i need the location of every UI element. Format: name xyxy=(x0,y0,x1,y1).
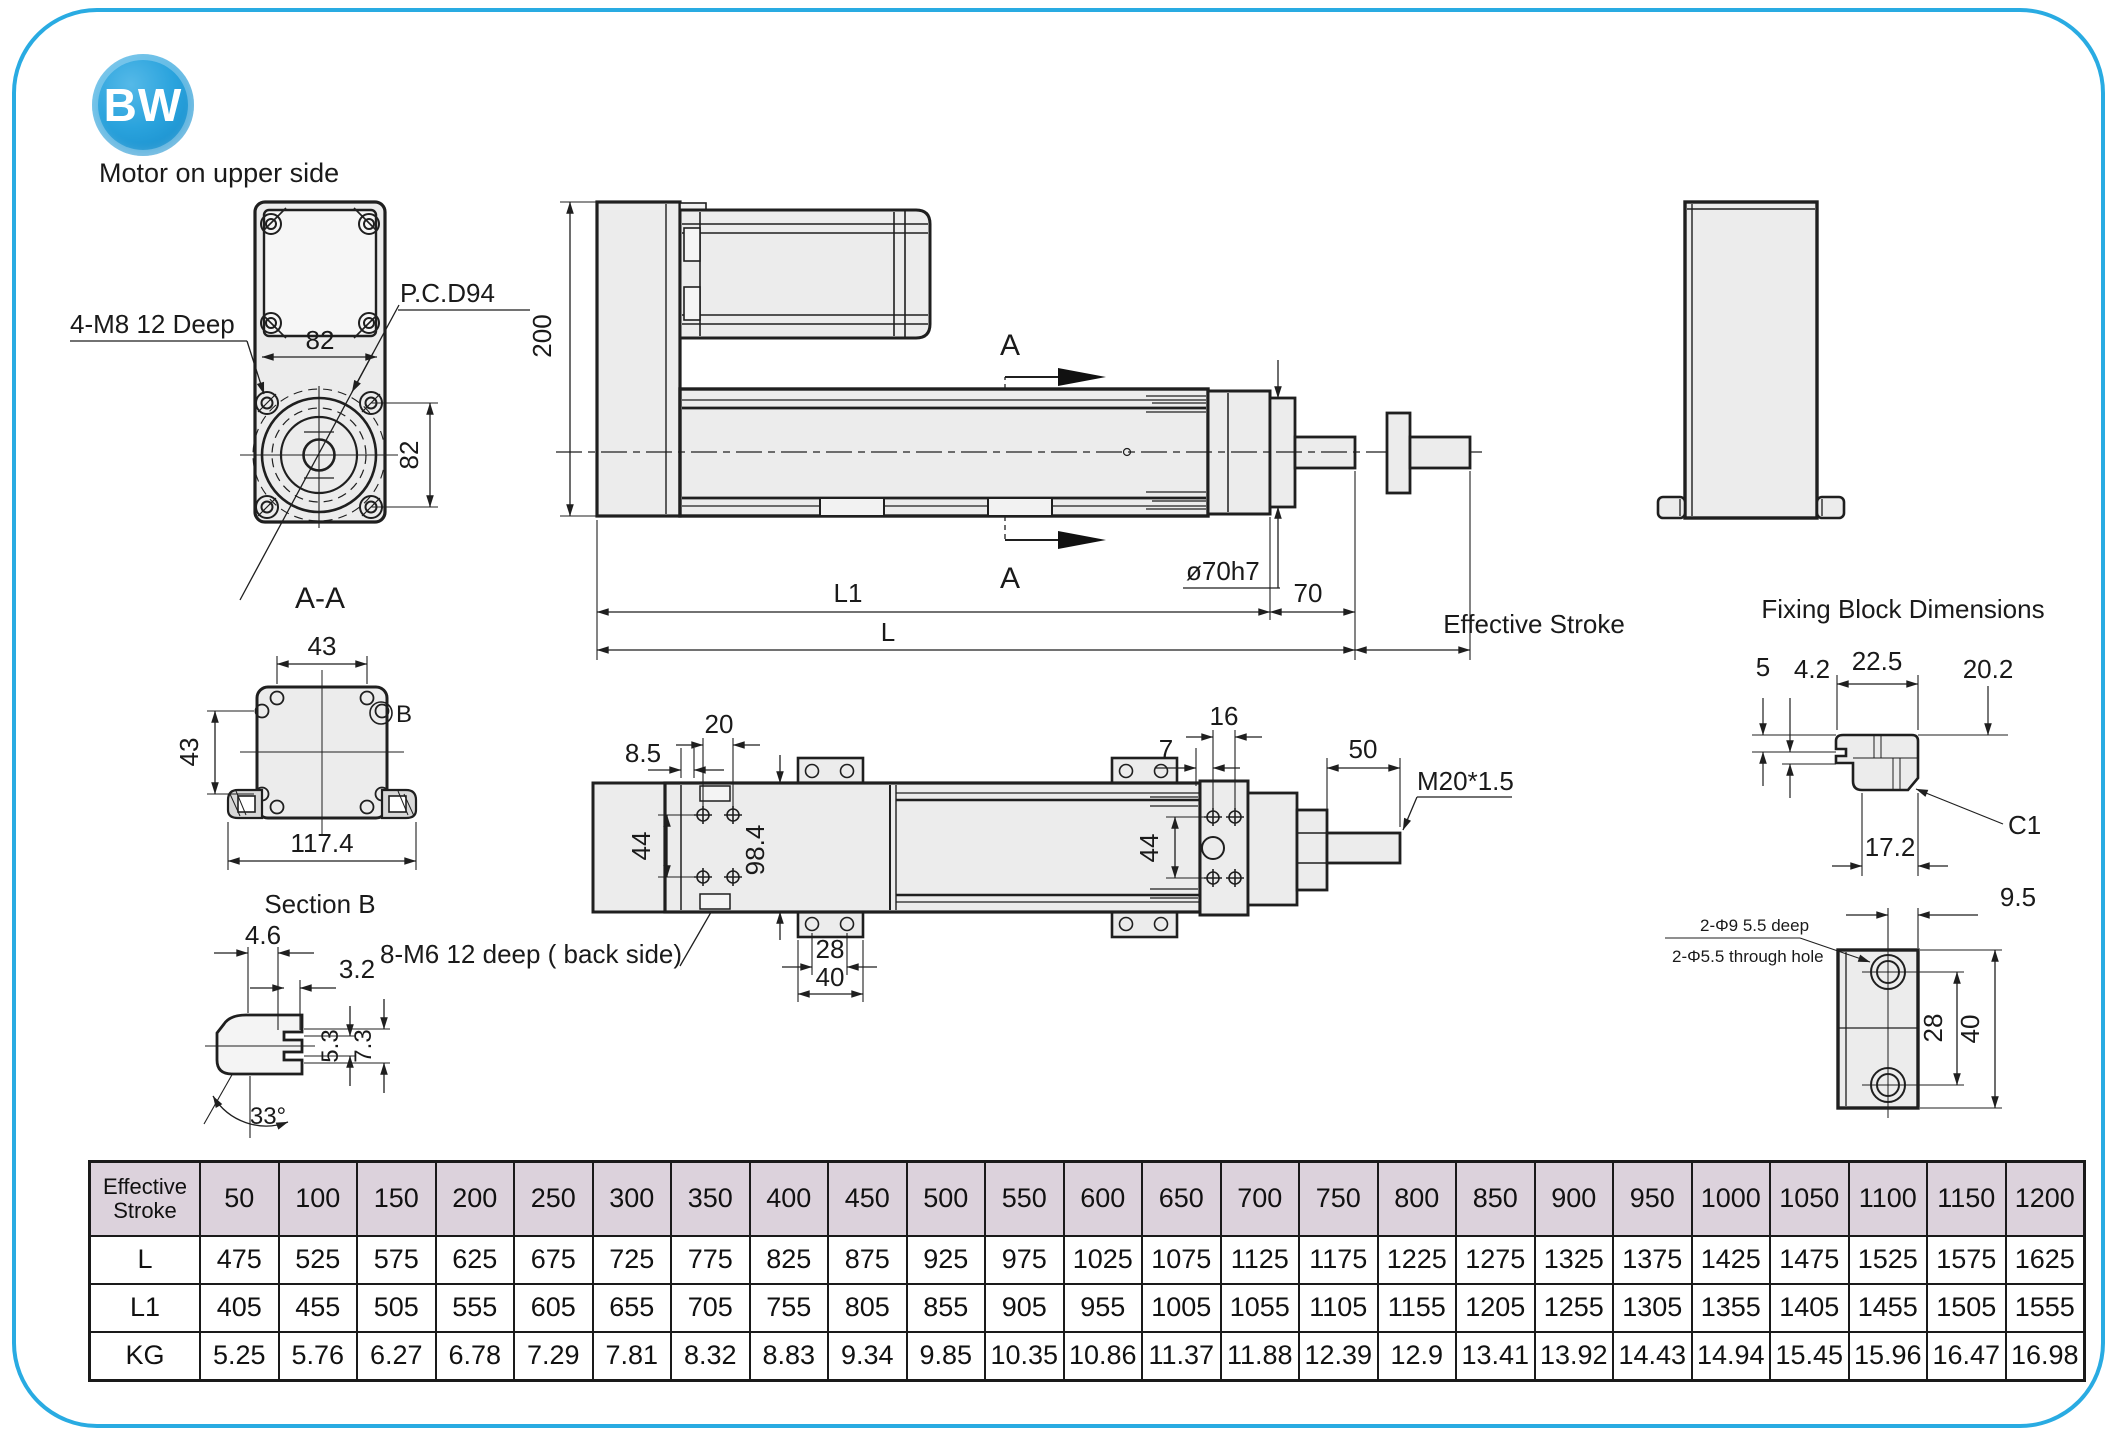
dim-82-width: 82 xyxy=(305,325,335,355)
table-cell: 675 xyxy=(514,1236,593,1284)
table-cell: 15.96 xyxy=(1849,1332,1928,1381)
table-cell: 16.47 xyxy=(1927,1332,2006,1381)
dim-l1: L1 xyxy=(833,578,863,608)
table-cell: 1405 xyxy=(1770,1284,1849,1332)
dim-16: 16 xyxy=(1209,701,1239,731)
brand-logo-text: BW xyxy=(103,79,183,131)
table-cell: 1100 xyxy=(1849,1162,1928,1236)
table-cell: 1200 xyxy=(2006,1162,2085,1236)
dim-202: 20.2 xyxy=(1962,654,2014,684)
table-cell: 1175 xyxy=(1299,1236,1378,1284)
table-cell: 625 xyxy=(436,1236,515,1284)
table-cell: 12.39 xyxy=(1299,1332,1378,1381)
table-cell: 725 xyxy=(593,1236,672,1284)
table-cell: 975 xyxy=(985,1236,1064,1284)
table-cell: 600 xyxy=(1064,1162,1143,1236)
dim-70: 70 xyxy=(1293,578,1323,608)
table-cell: 250 xyxy=(514,1162,593,1236)
dim-46: 4.6 xyxy=(244,920,282,950)
dim-42: 4.2 xyxy=(1793,654,1831,684)
table-cell: 475 xyxy=(200,1236,279,1284)
table-cell: 8.32 xyxy=(671,1332,750,1381)
table-cell: 1000 xyxy=(1692,1162,1771,1236)
label-m20: M20*1.5 xyxy=(1417,766,1514,796)
label-8m6: 8-M6 12 deep ( back side) xyxy=(380,939,683,969)
table-cell: 1150 xyxy=(1927,1162,2006,1236)
table-cell: 650 xyxy=(1142,1162,1221,1236)
table-cell: 5.76 xyxy=(279,1332,358,1381)
section-b-title: Section B xyxy=(264,889,376,919)
table-cell: 11.37 xyxy=(1142,1332,1221,1381)
table-cell: 855 xyxy=(907,1284,986,1332)
dim-7: 7 xyxy=(1158,734,1174,764)
table-cell: 1475 xyxy=(1770,1236,1849,1284)
table-cell: 775 xyxy=(671,1236,750,1284)
table-cell: 1325 xyxy=(1535,1236,1614,1284)
table-cell: 15.45 xyxy=(1770,1332,1849,1381)
table-cell: 705 xyxy=(671,1284,750,1332)
side-view xyxy=(556,202,1844,660)
dim-40-top-view: 40 xyxy=(815,962,845,992)
dim-984: 98.4 xyxy=(740,824,770,876)
label-b: B xyxy=(396,701,413,728)
table-row xyxy=(90,1236,2085,1284)
table-cell: 755 xyxy=(750,1284,829,1332)
dim-85: 8.5 xyxy=(624,738,662,768)
stroke-table xyxy=(88,1160,2086,1382)
table-cell: 11.88 xyxy=(1221,1332,1300,1381)
dim-44-right: 44 xyxy=(1134,833,1164,863)
dim-20: 20 xyxy=(704,709,734,739)
dim-95: 9.5 xyxy=(1999,882,2037,912)
table-cell: 13.92 xyxy=(1535,1332,1614,1381)
table-cell: 500 xyxy=(907,1162,986,1236)
dim-53: 5.3 xyxy=(317,1029,344,1063)
table-cell: 1125 xyxy=(1221,1236,1300,1284)
table-cell: 900 xyxy=(1535,1162,1614,1236)
table-cell: 1205 xyxy=(1456,1284,1535,1332)
dim-50: 50 xyxy=(1348,734,1378,764)
stroke-table-body xyxy=(90,1162,2085,1381)
table-cell: 805 xyxy=(828,1284,907,1332)
table-cell: 950 xyxy=(1613,1162,1692,1236)
table-cell: 825 xyxy=(750,1236,829,1284)
table-cell: 1625 xyxy=(2006,1236,2085,1284)
table-cell: 1425 xyxy=(1692,1236,1771,1284)
table-cell: 1050 xyxy=(1770,1162,1849,1236)
dim-28-block: 28 xyxy=(1918,1013,1948,1043)
table-cell: 350 xyxy=(671,1162,750,1236)
table-cell: 700 xyxy=(1221,1162,1300,1236)
label-pcd: P.C.D94 xyxy=(400,278,495,308)
table-cell: 875 xyxy=(828,1236,907,1284)
table-row-header: L1 xyxy=(90,1284,201,1332)
fixing-block-view xyxy=(1665,675,2008,1118)
table-cell: 1025 xyxy=(1064,1236,1143,1284)
table-cell: 455 xyxy=(279,1284,358,1332)
table-cell: 9.85 xyxy=(907,1332,986,1381)
dim-l: L xyxy=(880,617,896,647)
dim-117: 117.4 xyxy=(290,828,354,858)
dim-200: 200 xyxy=(527,314,557,358)
table-cell: 1075 xyxy=(1142,1236,1221,1284)
table-cell: 6.78 xyxy=(436,1332,515,1381)
table-cell: 505 xyxy=(357,1284,436,1332)
table-cell: 575 xyxy=(357,1236,436,1284)
table-cell: 955 xyxy=(1064,1284,1143,1332)
table-cell: 1005 xyxy=(1142,1284,1221,1332)
table-cell: 16.98 xyxy=(2006,1332,2085,1381)
label-effective-stroke: Effective Stroke xyxy=(1443,609,1625,639)
table-cell: 555 xyxy=(436,1284,515,1332)
table-cell: 300 xyxy=(593,1162,672,1236)
dim-172: 17.2 xyxy=(1864,832,1916,862)
section-a-upper: A xyxy=(999,329,1021,362)
table-cell: 1355 xyxy=(1692,1284,1771,1332)
table-row xyxy=(90,1162,2085,1236)
table-cell: 525 xyxy=(279,1236,358,1284)
table-row-header: L xyxy=(90,1236,201,1284)
table-cell: 7.29 xyxy=(514,1332,593,1381)
table-cell: 5.25 xyxy=(200,1332,279,1381)
label-4m8: 4-M8 12 Deep xyxy=(70,309,235,339)
table-cell: 14.43 xyxy=(1613,1332,1692,1381)
section-a-lower: A xyxy=(999,562,1021,595)
table-cell: 405 xyxy=(200,1284,279,1332)
table-cell: 6.27 xyxy=(357,1332,436,1381)
table-cell: 1275 xyxy=(1456,1236,1535,1284)
table-cell: 800 xyxy=(1378,1162,1457,1236)
table-cell: 605 xyxy=(514,1284,593,1332)
table-cell: 850 xyxy=(1456,1162,1535,1236)
table-cell: 750 xyxy=(1299,1162,1378,1236)
dim-28-top-view: 28 xyxy=(815,934,845,964)
table-cell: 14.94 xyxy=(1692,1332,1771,1381)
dim-82-height: 82 xyxy=(394,440,424,470)
table-cell: 1575 xyxy=(1927,1236,2006,1284)
dim-225: 22.5 xyxy=(1851,646,1903,676)
table-cell: 13.41 xyxy=(1456,1332,1535,1381)
table-cell: 1375 xyxy=(1613,1236,1692,1284)
table-cell: 8.83 xyxy=(750,1332,829,1381)
table-cell: 1055 xyxy=(1221,1284,1300,1332)
section-b-view xyxy=(204,881,729,1138)
table-cell: 1455 xyxy=(1849,1284,1928,1332)
motor-front-view xyxy=(70,202,530,600)
table-cell: 1225 xyxy=(1378,1236,1457,1284)
table-cell: 1555 xyxy=(2006,1284,2085,1332)
dim-5: 5 xyxy=(1755,652,1771,682)
table-cell: 12.9 xyxy=(1378,1332,1457,1381)
table-cell: 905 xyxy=(985,1284,1064,1332)
table-row-header: Effective Stroke xyxy=(90,1162,201,1236)
table-cell: 150 xyxy=(357,1162,436,1236)
dim-32: 3.2 xyxy=(338,954,376,984)
table-cell: 7.81 xyxy=(593,1332,672,1381)
dim-40-block: 40 xyxy=(1955,1014,1985,1044)
dim-70h7: ø70h7 xyxy=(1186,556,1260,586)
table-cell: 550 xyxy=(985,1162,1064,1236)
dim-43-left: 43 xyxy=(174,737,204,767)
dim-73: 7.3 xyxy=(350,1029,377,1063)
table-row-header: KG xyxy=(90,1332,201,1381)
table-cell: 50 xyxy=(200,1162,279,1236)
table-cell: 10.86 xyxy=(1064,1332,1143,1381)
table-cell: 1525 xyxy=(1849,1236,1928,1284)
label-counterbore: 2-Φ9 5.5 deep xyxy=(1700,916,1810,935)
table-cell: 200 xyxy=(436,1162,515,1236)
table-cell: 450 xyxy=(828,1162,907,1236)
label-c1: C1 xyxy=(2008,810,2042,840)
dim-43-top: 43 xyxy=(307,631,337,661)
table-cell: 400 xyxy=(750,1162,829,1236)
table-cell: 925 xyxy=(907,1236,986,1284)
table-cell: 9.34 xyxy=(828,1332,907,1381)
table-cell: 1505 xyxy=(1927,1284,2006,1332)
table-cell: 1255 xyxy=(1535,1284,1614,1332)
table-cell: 655 xyxy=(593,1284,672,1332)
table-cell: 1105 xyxy=(1299,1284,1378,1332)
table-cell: 10.35 xyxy=(985,1332,1064,1381)
page-title: Motor on upper side xyxy=(99,158,340,188)
top-view xyxy=(593,730,1512,1002)
fixing-block-title: Fixing Block Dimensions xyxy=(1761,594,2045,624)
table-row xyxy=(90,1332,2085,1381)
table-row xyxy=(90,1284,2085,1332)
aa-title: A-A xyxy=(294,582,346,615)
table-cell: 1155 xyxy=(1378,1284,1457,1332)
table-cell: 100 xyxy=(279,1162,358,1236)
table-cell: 1305 xyxy=(1613,1284,1692,1332)
dim-44-left: 44 xyxy=(626,831,656,861)
dim-33deg: 33° xyxy=(249,1103,287,1130)
label-through-hole: 2-Φ5.5 through hole xyxy=(1672,947,1824,966)
